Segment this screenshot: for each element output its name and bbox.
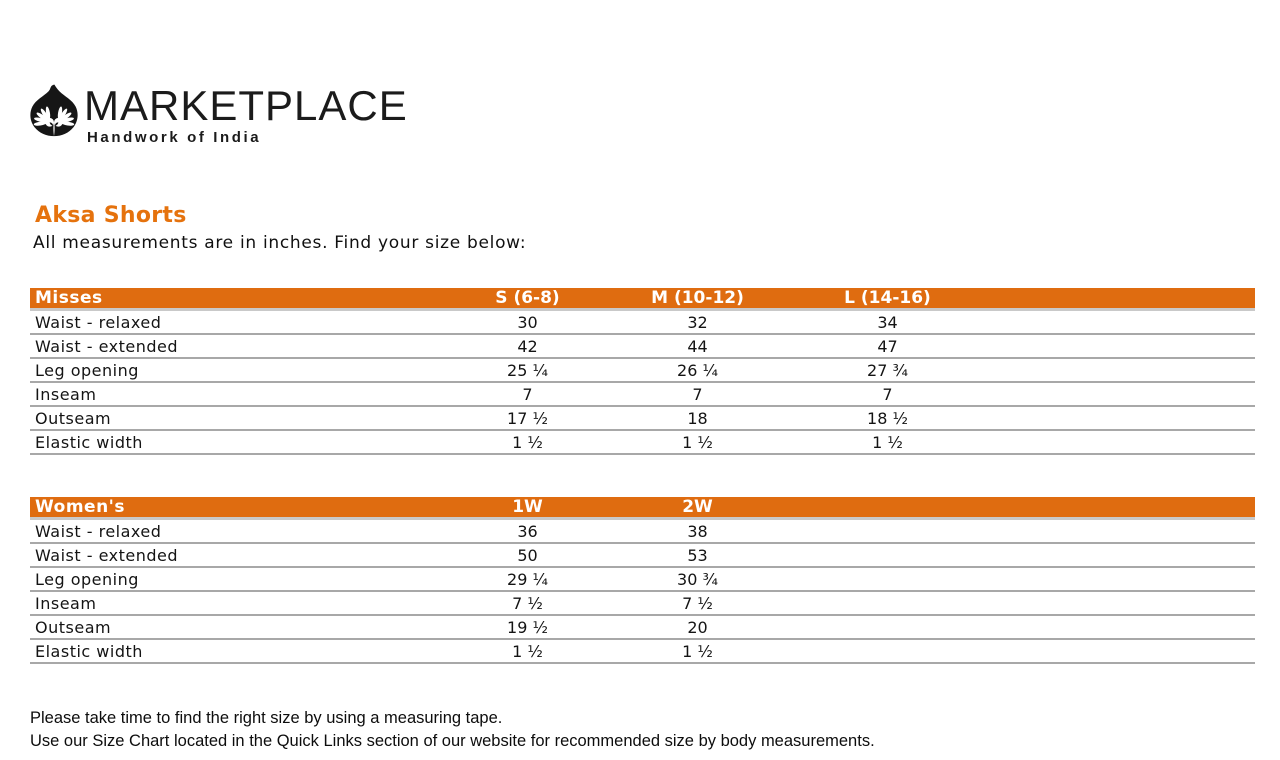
column-header-1w: 1W	[512, 497, 543, 517]
page-title: Aksa Shorts	[35, 203, 187, 228]
cell-value: 1 ½	[682, 641, 713, 661]
marketplace-leaf-hands-logo-icon	[28, 84, 80, 138]
womens-size-table	[30, 497, 1255, 664]
cell-value: 38	[687, 521, 708, 541]
column-header-l: L (14-16)	[844, 288, 931, 308]
row-label: Waist - relaxed	[35, 521, 162, 541]
cell-value: 26 ¼	[677, 360, 718, 380]
footer-note	[30, 707, 875, 753]
cell-value: 1 ½	[512, 641, 543, 661]
cell-value: 7	[882, 384, 893, 404]
cell-value: 7	[522, 384, 533, 404]
row-label: Elastic width	[35, 641, 143, 661]
note-line-2: Use our Size Chart located in the Quick Links section of our website for recommended size by body measurements.	[30, 732, 875, 750]
table-row-leg-opening	[30, 568, 1255, 592]
womens-table-title: Women's	[35, 497, 125, 517]
brand-tagline: Handwork of India	[87, 129, 262, 146]
misses-size-table	[30, 288, 1255, 455]
cell-value: 18	[687, 408, 708, 428]
column-header-2w: 2W	[682, 497, 713, 517]
row-label: Elastic width	[35, 432, 143, 452]
row-label: Inseam	[35, 593, 97, 613]
cell-value: 29 ¼	[507, 569, 548, 589]
column-header-m: M (10-12)	[651, 288, 744, 308]
table-row-waist-extended	[30, 335, 1255, 359]
table-row-waist-relaxed	[30, 520, 1255, 544]
row-label: Inseam	[35, 384, 97, 404]
brand-text-block	[84, 84, 408, 146]
cell-value: 19 ½	[507, 617, 548, 637]
column-header-s: S (6-8)	[495, 288, 560, 308]
misses-table-header-row	[30, 288, 1255, 311]
cell-value: 34	[877, 312, 898, 332]
table-row-leg-opening	[30, 359, 1255, 383]
cell-value: 32	[687, 312, 708, 332]
cell-value: 25 ¼	[507, 360, 548, 380]
misses-table-title: Misses	[35, 288, 103, 308]
cell-value: 1 ½	[682, 432, 713, 452]
table-row-waist-extended	[30, 544, 1255, 568]
row-label: Outseam	[35, 408, 112, 428]
cell-value: 27 ¾	[867, 360, 908, 380]
cell-value: 7	[692, 384, 703, 404]
page-subtitle: All measurements are in inches. Find your size below:	[33, 233, 527, 253]
table-row-inseam	[30, 592, 1255, 616]
cell-value: 7 ½	[682, 593, 713, 613]
table-row-elastic-width	[30, 431, 1255, 455]
table-row-outseam	[30, 407, 1255, 431]
cell-value: 17 ½	[507, 408, 548, 428]
womens-table-header-row	[30, 497, 1255, 520]
cell-value: 1 ½	[872, 432, 903, 452]
table-row-waist-relaxed	[30, 311, 1255, 335]
cell-value: 36	[517, 521, 538, 541]
cell-value: 53	[687, 545, 708, 565]
row-label: Outseam	[35, 617, 112, 637]
cell-value: 50	[517, 545, 538, 565]
cell-value: 42	[517, 336, 538, 356]
cell-value: 20	[687, 617, 708, 637]
row-label: Waist - extended	[35, 336, 179, 356]
note-line-1: Please take time to find the right size by using a measuring tape.	[30, 709, 503, 727]
row-label: Leg opening	[35, 360, 139, 380]
row-label: Waist - relaxed	[35, 312, 162, 332]
brand-name: MARKETPLACE	[84, 82, 408, 129]
cell-value: 47	[877, 336, 898, 356]
brand-logo	[28, 84, 408, 146]
cell-value: 7 ½	[512, 593, 543, 613]
row-label: Waist - extended	[35, 545, 179, 565]
cell-value: 18 ½	[867, 408, 908, 428]
table-row-elastic-width	[30, 640, 1255, 664]
cell-value: 44	[687, 336, 708, 356]
cell-value: 30 ¾	[677, 569, 718, 589]
table-row-outseam	[30, 616, 1255, 640]
table-row-inseam	[30, 383, 1255, 407]
cell-value: 1 ½	[512, 432, 543, 452]
cell-value: 30	[517, 312, 538, 332]
row-label: Leg opening	[35, 569, 139, 589]
